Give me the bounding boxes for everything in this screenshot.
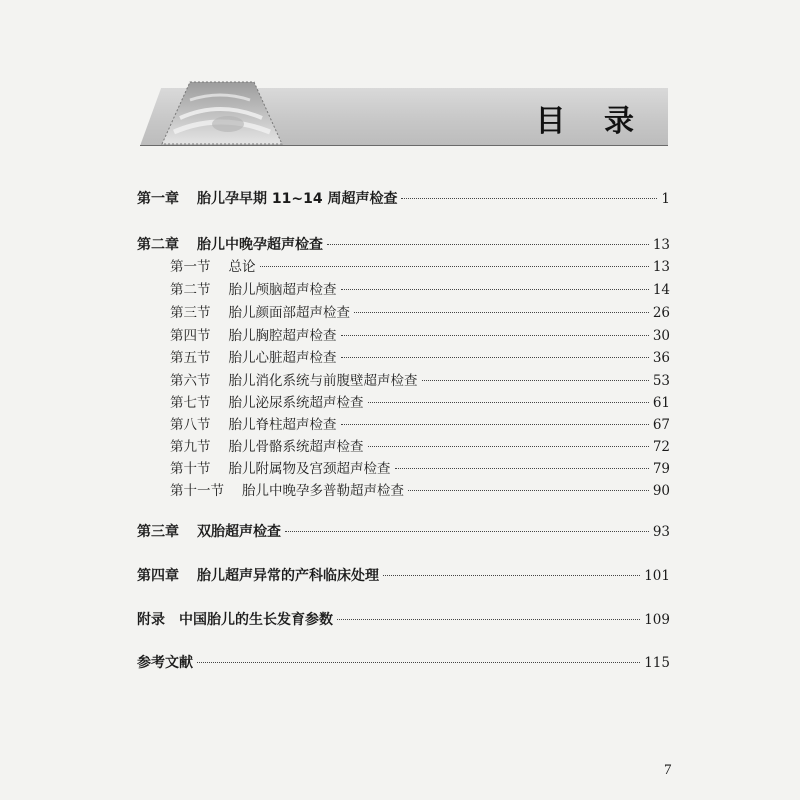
toc-entry-prefix: 参考文献 bbox=[137, 655, 193, 671]
toc-entry-prefix: 第五节 bbox=[170, 350, 211, 366]
toc-entry-prefix: 第二章 bbox=[137, 237, 179, 253]
toc-entry[interactable] bbox=[170, 302, 670, 324]
toc-entry-page: 26 bbox=[652, 305, 670, 321]
toc-entry-prefix: 第二节 bbox=[170, 282, 211, 298]
toc-entry-title: 胎儿中晚孕多普勒超声检查 bbox=[242, 483, 404, 499]
toc-entry-prefix: 第六节 bbox=[170, 373, 211, 389]
toc-entry-title: 胎儿中晚孕超声检查 bbox=[197, 237, 323, 253]
toc-entry-page: 79 bbox=[652, 461, 670, 477]
toc-entry[interactable] bbox=[170, 279, 670, 301]
toc-entry[interactable] bbox=[170, 370, 670, 392]
toc-entry-prefix: 第九节 bbox=[170, 439, 211, 455]
toc-entry-title: 胎儿孕早期 11~14 周超声检查 bbox=[197, 191, 398, 207]
toc-entry-page: 72 bbox=[652, 439, 670, 455]
leader-dots bbox=[354, 312, 649, 313]
toc-entry-page: 115 bbox=[644, 655, 670, 671]
toc-entry-page: 61 bbox=[652, 395, 670, 411]
toc-entry-title: 胎儿颅脑超声检查 bbox=[228, 282, 337, 298]
toc-entry-prefix: 第三章 bbox=[137, 524, 179, 540]
toc-entry[interactable] bbox=[137, 652, 670, 674]
toc-entry-prefix: 第三节 bbox=[170, 305, 211, 321]
toc-entry[interactable] bbox=[170, 347, 670, 369]
toc-entry[interactable] bbox=[137, 521, 670, 543]
toc-entry-prefix: 第十一节 bbox=[170, 483, 224, 499]
leader-dots bbox=[408, 490, 649, 491]
toc-entry-title: 胎儿胸腔超声检查 bbox=[228, 328, 337, 344]
toc-entry[interactable] bbox=[137, 609, 670, 631]
leader-dots bbox=[368, 402, 649, 403]
leader-dots bbox=[341, 357, 649, 358]
toc-entry-page: 93 bbox=[652, 524, 670, 540]
leader-dots bbox=[395, 468, 649, 469]
toc-entry[interactable] bbox=[170, 392, 670, 414]
toc-entry-prefix: 第一章 bbox=[137, 191, 179, 207]
leader-dots bbox=[260, 266, 649, 267]
toc-header bbox=[140, 88, 668, 146]
toc-entry-page: 67 bbox=[652, 417, 670, 433]
toc-entry[interactable] bbox=[137, 188, 670, 210]
toc-entry-title: 胎儿消化系统与前腹壁超声检查 bbox=[228, 373, 418, 389]
header-rule bbox=[140, 145, 668, 146]
toc-entry-title: 胎儿超声异常的产科临床处理 bbox=[197, 568, 379, 584]
toc-entry-prefix: 附录 bbox=[137, 612, 165, 628]
leader-dots bbox=[341, 289, 649, 290]
leader-dots bbox=[368, 446, 649, 447]
toc-entry-prefix: 第八节 bbox=[170, 417, 211, 433]
toc-entry-page: 13 bbox=[652, 237, 670, 253]
page-title: 目 录 bbox=[535, 104, 648, 139]
toc-entry-prefix: 第十节 bbox=[170, 461, 211, 477]
toc-entry[interactable] bbox=[170, 436, 670, 458]
toc-entry[interactable] bbox=[170, 480, 670, 502]
toc-entry-title: 总论 bbox=[228, 259, 256, 275]
toc-entry-title: 胎儿脊柱超声检查 bbox=[228, 417, 337, 433]
toc-entry-page: 13 bbox=[652, 259, 670, 275]
toc-entry-title: 胎儿泌尿系统超声检查 bbox=[228, 395, 364, 411]
toc-entry-prefix: 第一节 bbox=[170, 259, 211, 275]
toc-entry[interactable] bbox=[170, 414, 670, 436]
toc-entry-prefix: 第七节 bbox=[170, 395, 211, 411]
toc-entry-title: 中国胎儿的生长发育参数 bbox=[179, 612, 333, 628]
toc-entry-page: 109 bbox=[644, 612, 670, 628]
toc-entry-page: 90 bbox=[652, 483, 670, 499]
leader-dots bbox=[383, 575, 640, 576]
ultrasound-fan-illustration bbox=[150, 78, 290, 146]
toc-entry-page: 53 bbox=[652, 373, 670, 389]
toc-entry-title: 胎儿心脏超声检查 bbox=[228, 350, 337, 366]
toc-entry-page: 36 bbox=[652, 350, 670, 366]
toc-entry-title: 胎儿附属物及宫颈超声检查 bbox=[228, 461, 391, 477]
toc-entry[interactable] bbox=[170, 325, 670, 347]
toc-entry-title: 双胎超声检查 bbox=[197, 524, 281, 540]
toc-entry-title: 胎儿骨骼系统超声检查 bbox=[228, 439, 364, 455]
leader-dots bbox=[337, 619, 640, 620]
toc-entry-page: 14 bbox=[652, 282, 670, 298]
leader-dots bbox=[341, 424, 649, 425]
toc-entry-title: 胎儿颜面部超声检查 bbox=[228, 305, 350, 321]
toc-entry-page: 30 bbox=[652, 328, 670, 344]
leader-dots bbox=[401, 198, 657, 199]
toc-entry[interactable] bbox=[137, 565, 670, 587]
toc-entry[interactable] bbox=[170, 458, 670, 480]
toc-entry-prefix: 第四章 bbox=[137, 568, 179, 584]
leader-dots bbox=[327, 244, 649, 245]
leader-dots bbox=[341, 335, 649, 336]
page-number: 7 bbox=[664, 762, 672, 778]
toc-entry-page: 1 bbox=[661, 191, 670, 207]
leader-dots bbox=[197, 662, 640, 663]
leader-dots bbox=[285, 531, 649, 532]
toc-entry[interactable] bbox=[170, 256, 670, 278]
toc-entry[interactable] bbox=[137, 234, 670, 256]
toc-entry-page: 101 bbox=[644, 568, 670, 584]
toc-entry-prefix: 第四节 bbox=[170, 328, 211, 344]
leader-dots bbox=[422, 380, 649, 381]
